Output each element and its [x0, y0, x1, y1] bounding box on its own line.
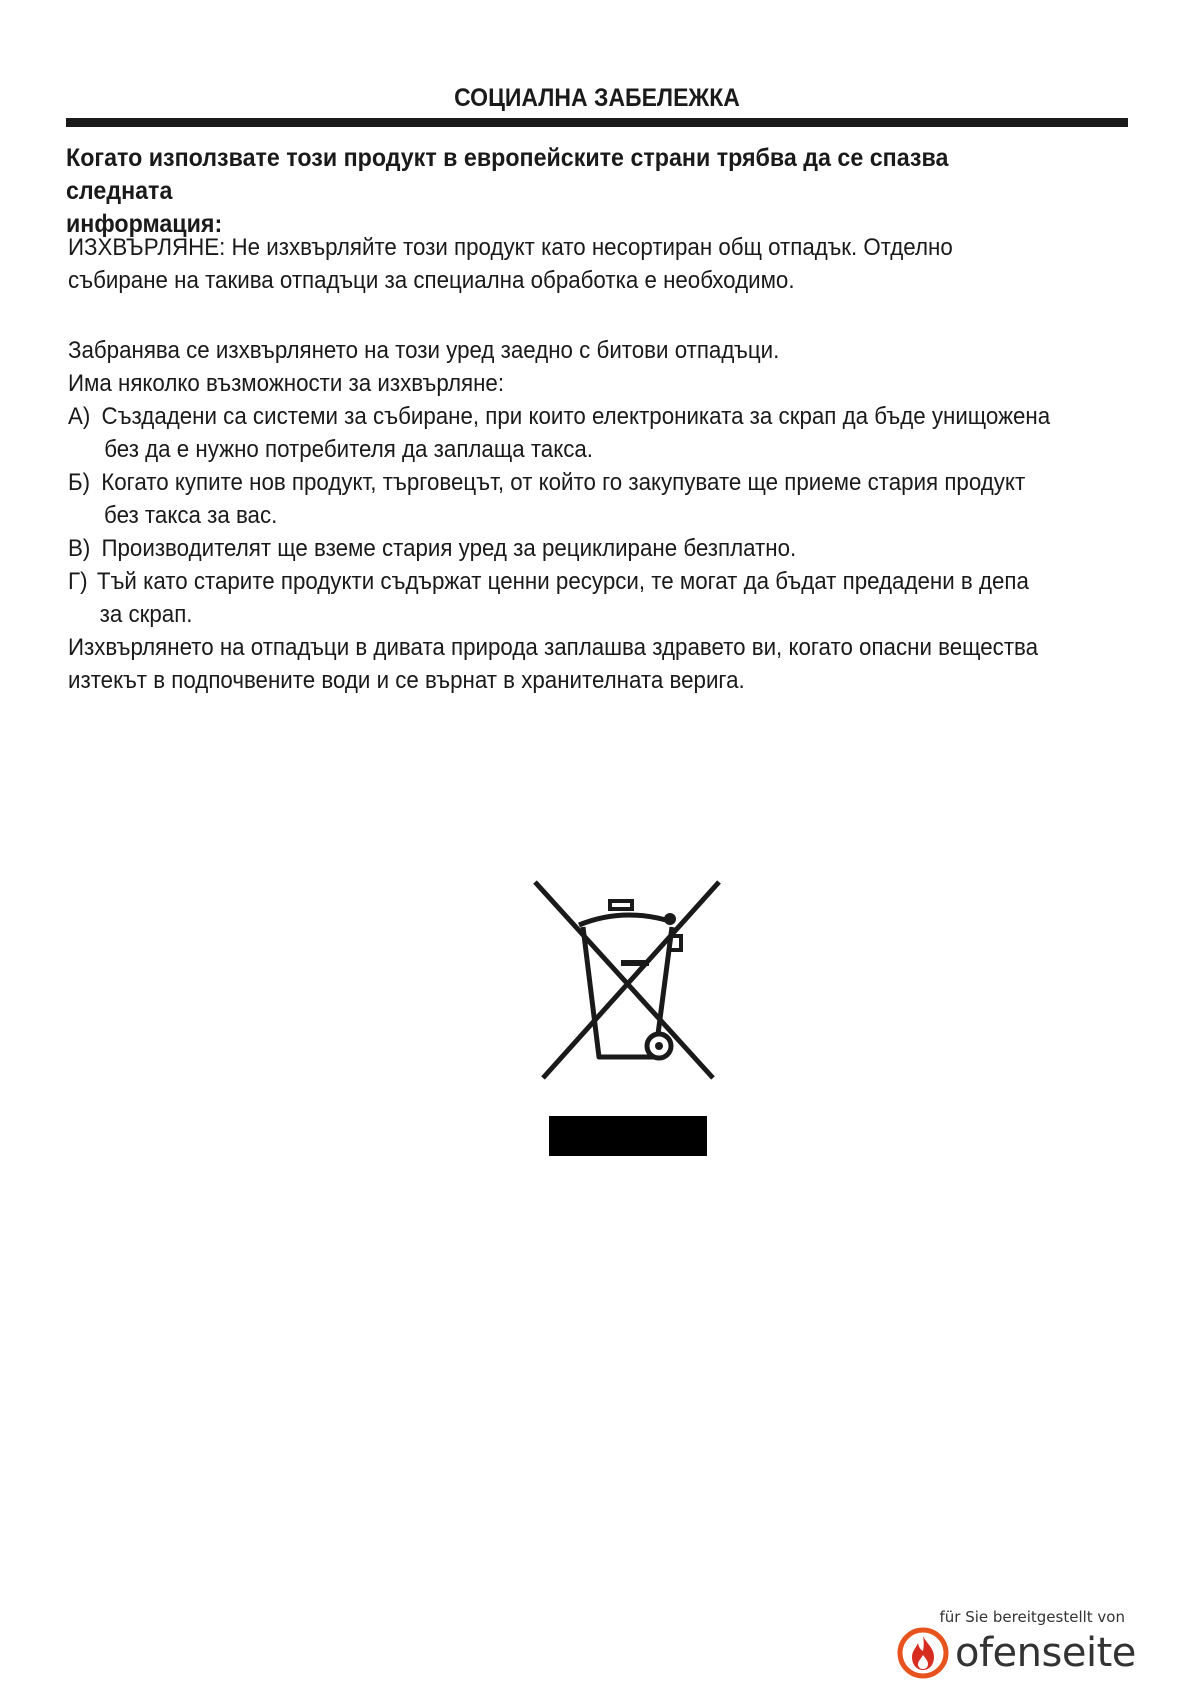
disposal-line: събиране на такива отпадъци за специална обработка е необходимо. — [68, 267, 795, 294]
list-item-label: Г) — [68, 568, 88, 595]
brand-logo — [897, 1627, 1136, 1679]
list-item — [68, 400, 1091, 466]
list-item — [68, 466, 1091, 532]
page-title: СОЦИАЛНА ЗАБЕЛЕЖКА — [454, 84, 740, 112]
title-divider — [66, 118, 1128, 127]
intro-paragraph — [66, 142, 1054, 241]
warning-line: Изхвърлянето на отпадъци в дивата природа заплашва здравето ви, когато опасни вещества — [68, 634, 1039, 661]
forbidden-notice: Забранява се изхвърлянето на този уред заедно с битови отпадъци. — [68, 337, 780, 364]
disposal-options — [68, 334, 1091, 697]
list-item-text: без да е нужно потребителя да заплаща такса. — [104, 436, 593, 463]
list-item-label: Б) — [68, 469, 91, 496]
list-item-text: Когато купите нов продукт, търговецът, от който го закупувате ще приеме стария продукт — [101, 469, 1026, 496]
list-item-text: за скрап. — [99, 601, 193, 628]
options-intro: Има няколко възможности за изхвърляне: — [68, 370, 505, 397]
credit-text: für Sie bereitgestellt von — [939, 1608, 1125, 1626]
list-item-text: Създадени са системи за събиране, при които електрониката за скрап да бъде унищожена — [101, 403, 1051, 430]
list-item-text: без такса за вас. — [104, 502, 278, 529]
list-item-text: Производителят ще вземе стария уред за рециклиране безплатно. — [101, 535, 797, 562]
disposal-line: ИЗХВЪРЛЯНЕ: Не изхвърляйте този продукт като несортиран общ отпадък. Отделно — [68, 234, 953, 261]
list-item — [68, 565, 1091, 631]
underline-bar — [549, 1116, 707, 1156]
list-item-text: Тъй като старите продукти съдържат ценни ресурси, те могат да бъдат предадени в депа — [96, 568, 1029, 595]
intro-line: информация: — [66, 210, 223, 238]
list-item-label: А) — [68, 403, 91, 430]
crossed-out-wheelie-bin-icon — [533, 880, 721, 1080]
warning-line: изтекът в подпочвените води и се върнат в хранителната верига. — [68, 667, 745, 694]
flame-logo-icon — [897, 1627, 949, 1679]
intro-line: Когато използвате този продукт в европейските страни трябва да се спазва следната — [66, 144, 949, 205]
list-item-label: В) — [68, 535, 91, 562]
list-item — [68, 532, 1091, 565]
disposal-paragraph — [68, 231, 1091, 297]
brand-name: ofenseite — [955, 1630, 1136, 1676]
